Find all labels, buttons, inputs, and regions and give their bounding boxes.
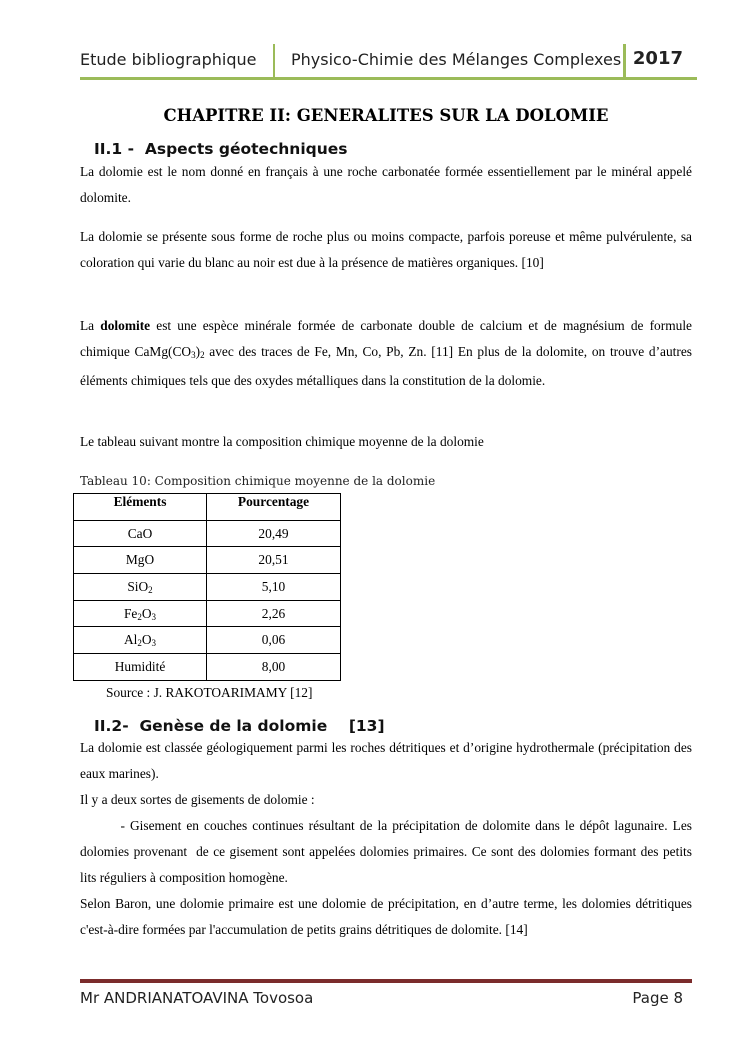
header-left-title: Etude bibliographique [80,50,257,69]
paragraph: La dolomie est le nom donné en français à une roche carbonatée formée essentiellement par le minéral appelé dolomite. [80,164,692,205]
page-number: Page 8 [632,989,683,1007]
paragraph: Il y a deux sortes de gisements de dolomie : [80,792,315,807]
percentage-cell: 2,26 [207,600,341,627]
header-center-title: Physico-Chimie des Mélanges Complexes [291,50,622,69]
composition-table [73,493,341,681]
table-row [74,574,341,601]
column-header: Pourcentage [207,494,341,521]
footer-rule [80,979,692,983]
section-title: Genèse de la dolomie [139,717,328,735]
header-divider [273,44,275,78]
header-divider [623,44,626,78]
paragraph: - Gisement en couches continues résultant de la précipitation de dolomite dans le dépôt lagunaire. Les dolomies provenant de ce gisement sont appelées dolomies primaires. Ce sont des dolomies formant des petits lits réguliers à composition homogène. [80,818,699,885]
element-cell: $Fe_2O_3$ [74,600,207,627]
bold-term: dolomite [100,318,151,333]
element-cell: CaO [74,520,207,547]
page-header [80,44,697,78]
table-row [74,627,341,654]
element-cell: $Al_2O_3$ [74,627,207,654]
element-cell: MgO [74,547,207,574]
section-heading-2 [94,717,385,735]
section-reference: [13] [348,717,385,735]
table-source: Source : J. RAKOTOARIMAMY [12] [106,685,313,700]
paragraph: La dolomie est classée géologiquement parmi les roches détritiques et d’origine hydrothermale (précipitation des eaux marines). [80,740,692,781]
chapter-title: CHAPITRE II: GENERALITES SUR LA DOLOMIE [163,106,609,125]
paragraph: Le tableau suivant montre la composition chimique moyenne de la dolomie [80,434,484,449]
table-row [74,654,341,681]
paragraph: Selon Baron, une dolomie primaire est une dolomie de précipitation, en d’autre terme, les dolomies détritiques c'est-à-dire formées par l'accumulation de petits grains détritiques de dolomite. [14] [80,896,692,937]
table-header-row [74,494,341,521]
percentage-cell: 8,00 [207,654,341,681]
paragraph: La dolomite est une espèce minérale formée de carbonate double de calcium et de magnésium de formule chimique $CaMg(CO_3)_2$ avec des traces de Fe, Mn, Co, Pb, Zn. [11] En plus de la dolomite, on trouve d’autres éléments chimiques tels que des oxydes métalliques dans la constitution de la dolomie. [80,318,693,388]
section-number: II.1 - [94,140,135,158]
table-row [74,547,341,574]
table-row [74,520,341,547]
header-year: 2017 [632,48,683,69]
percentage-cell: 20,49 [207,520,341,547]
section-heading-1 [94,140,348,158]
table-caption: Tableau 10: Composition chimique moyenne de la dolomie [80,474,436,488]
paragraph: La dolomie se présente sous forme de roche plus ou moins compacte, parfois poreuse et même pulvérulente, sa coloration qui varie du blanc au noir est due à la présence de matières organiques. [10] [80,229,692,270]
percentage-cell: 20,51 [207,547,341,574]
element-cell: SiO$_2$ [74,574,207,601]
footer-author: Mr ANDRIANATOAVINA Tovosoa [80,989,314,1007]
section-title: Aspects géotechniques [144,140,348,158]
column-header: Eléments [74,494,207,521]
percentage-cell: 0,06 [207,627,341,654]
table-row [74,600,341,627]
header-rule [80,77,697,80]
percentage-cell: 5,10 [207,574,341,601]
element-cell: Humidité [74,654,207,681]
section-number: II.2- [94,717,129,735]
